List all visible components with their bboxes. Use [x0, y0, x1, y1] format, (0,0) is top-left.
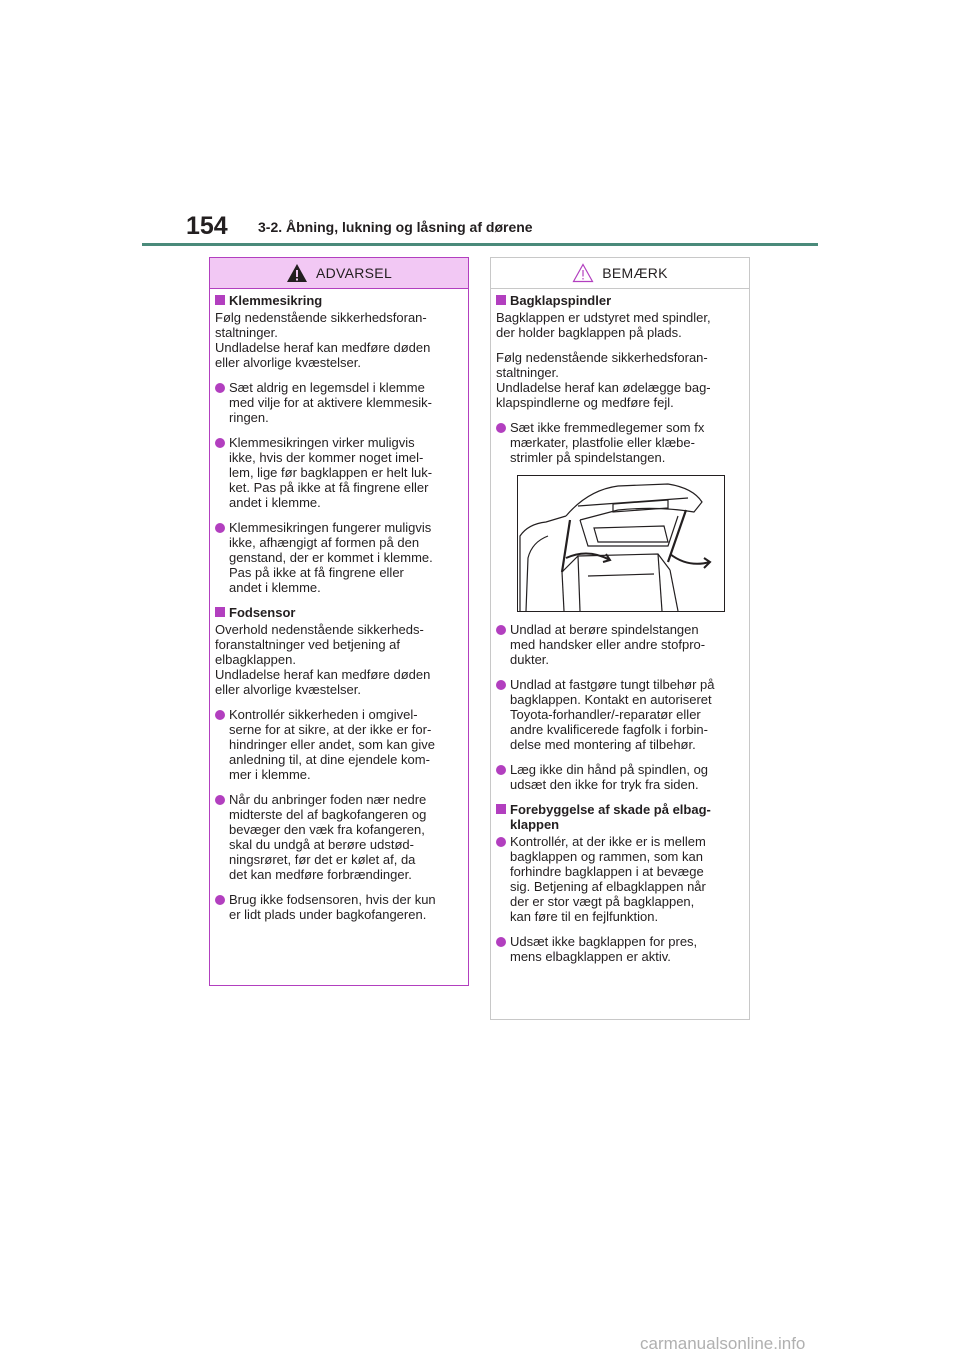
section-heading: Fodsensor [215, 605, 458, 620]
notice-box-body [491, 289, 749, 964]
bullet-item: Klemmesikringen virker muligvis ikke, hvis der kommer noget imel- lem, lige før bagklappen er helt luk- ket. Pas på ikke at få fingrene eller andet i klemme. [215, 435, 458, 510]
open-tailgate-illustration [517, 475, 725, 612]
bullet-item: Sæt ikke fremmedlegemer som fx mærkater, plastfolie eller klæbe- strimler på spindelstangen. [496, 420, 739, 465]
square-bullet-icon [496, 804, 506, 814]
round-bullet-icon [215, 523, 225, 533]
paragraph: Følg nedenstående sikkerhedsforan- staltninger. Undladelse heraf kan medføre døden eller alvorlige kvæstelser. [215, 310, 431, 370]
notice-box [490, 257, 750, 1020]
caution-triangle-outline-icon [572, 263, 594, 283]
round-bullet-icon [496, 625, 506, 635]
bullet-item: Udsæt ikke bagklappen for pres, mens elbagklappen er aktiv. [496, 934, 739, 964]
bullet-item: Læg ikke din hånd på spindlen, og udsæt den ikke for tryk fra siden. [496, 762, 739, 792]
paragraph: Følg nedenstående sikkerhedsforan- staltninger. Undladelse heraf kan ødelægge bag- klapspindlerne og medføre fejl. [496, 350, 711, 410]
bullet-item: Kontrollér, at der ikke er is mellem bagklappen og rammen, som kan forhindre bagklappen i at bevæge sig. Betjening af elbagklappen når der er stor vægt på bagklappen, kan føre til en fejlfunktion. [496, 834, 739, 924]
page-number: 154 [186, 212, 228, 240]
warning-box-body [210, 289, 468, 922]
square-bullet-icon [215, 295, 225, 305]
warning-box-header [210, 258, 468, 289]
bullet-item: Undlad at berøre spindelstangen med handsker eller andre stofpro- dukter. [496, 622, 739, 667]
paragraph: Overhold nedenstående sikkerheds- foranstaltninger ved betjening af elbagklappen. Undladelse heraf kan medføre døden eller alvorlige kvæstelser. [215, 622, 431, 697]
section-heading: Bagklapspindler [496, 293, 739, 308]
notice-box-heading: BEMÆRK [602, 265, 668, 281]
round-bullet-icon [496, 837, 506, 847]
round-bullet-icon [215, 795, 225, 805]
bullet-item: Brug ikke fodsensoren, hvis der kun er lidt plads under bagkofangeren. [215, 892, 458, 922]
section-title: 3-2. Åbning, lukning og låsning af dørene [258, 219, 533, 235]
warning-triangle-icon [286, 263, 308, 283]
header-divider [142, 243, 818, 246]
bullet-item: Undlad at fastgøre tungt tilbehør på bagklappen. Kontakt en autoriseret Toyota-forhandler/-reparatør eller andre kvalificerede fagfolk i forbin- delse med montering af tilbehør. [496, 677, 739, 752]
bullet-item: Kontrollér sikkerheden i omgivel- serne for at sikre, at der ikke er for- hindringer eller andet, som kan give anledning til, at dine ejendele kom- mer i klemme. [215, 707, 458, 782]
bullet-item: Når du anbringer foden nær nedre midterste del af bagkofangeren og bevæger den væk fra kofangeren, skal du undgå at berøre udstød- ningsrøret, før det er kølet af, da det kan medføre forbrændinger. [215, 792, 458, 882]
round-bullet-icon [496, 765, 506, 775]
round-bullet-icon [496, 423, 506, 433]
watermark: carmanualsonline.info [640, 1334, 806, 1353]
square-bullet-icon [496, 295, 506, 305]
round-bullet-icon [215, 895, 225, 905]
square-bullet-icon [215, 607, 225, 617]
round-bullet-icon [496, 937, 506, 947]
round-bullet-icon [215, 438, 225, 448]
round-bullet-icon [215, 710, 225, 720]
bullet-item: Klemmesikringen fungerer muligvis ikke, afhængigt af formen på den genstand, der er kommet i klemme. Pas på ikke at få fingrene eller andet i klemme. [215, 520, 458, 595]
bullet-item: Sæt aldrig en legemsdel i klemme med vilje for at aktivere klemmesik- ringen. [215, 380, 458, 425]
round-bullet-icon [215, 383, 225, 393]
section-heading: Klemmesikring [215, 293, 458, 308]
round-bullet-icon [496, 680, 506, 690]
section-heading: Forebyggelse af skade på elbag- klappen [496, 802, 739, 832]
notice-box-header [491, 258, 749, 289]
paragraph: Bagklappen er udstyret med spindler, der holder bagklappen på plads. [496, 310, 711, 340]
warning-box [209, 257, 469, 986]
warning-box-heading: ADVARSEL [315, 265, 393, 281]
